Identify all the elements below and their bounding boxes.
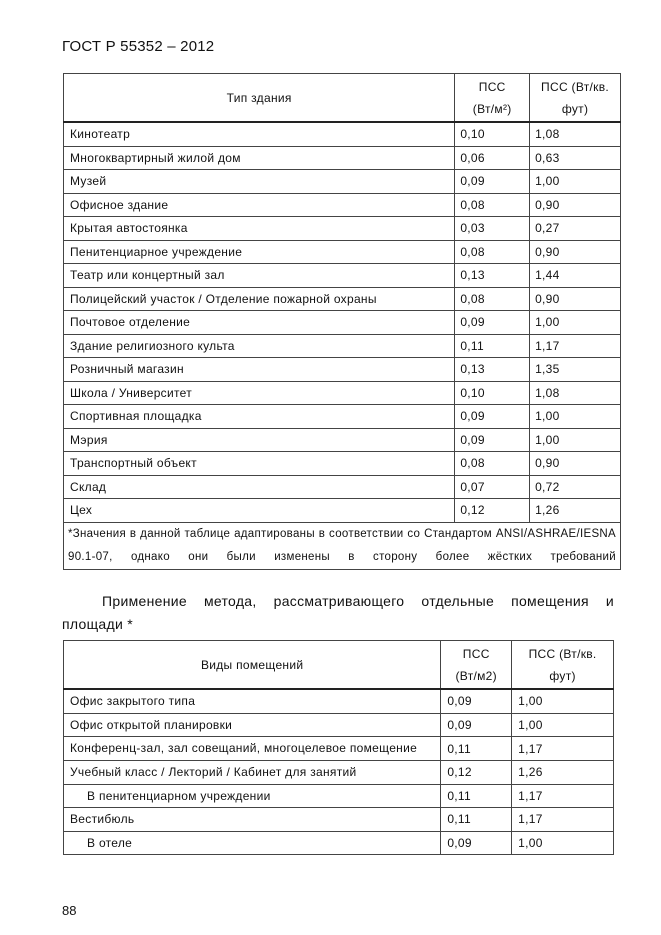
section-paragraph bbox=[62, 590, 614, 636]
table-row bbox=[64, 358, 621, 382]
lpd-w-m2-cell: 0,11 bbox=[441, 808, 512, 832]
table-row bbox=[64, 428, 621, 452]
table-row bbox=[64, 831, 614, 855]
row-name-cell: Школа / Университет bbox=[64, 381, 455, 405]
lpd-w-m2-cell: 0,12 bbox=[441, 761, 512, 785]
lpd-w-m2-cell: 0,13 bbox=[455, 358, 530, 382]
row-name-cell: Офис закрытого типа bbox=[64, 689, 441, 713]
table-row bbox=[64, 405, 621, 429]
row-name-cell: Учебный класс / Лекторий / Кабинет для занятий bbox=[64, 761, 441, 785]
lpd-w-m2-cell: 0,09 bbox=[455, 170, 530, 194]
lpd-w-sqft-cell: 0,90 bbox=[530, 193, 621, 217]
lpd-w-m2-cell: 0,07 bbox=[455, 475, 530, 499]
row-name-cell: Театр или концертный зал bbox=[64, 264, 455, 288]
row-name-cell: Крытая автостоянка bbox=[64, 217, 455, 241]
row-name-cell: Многоквартирный жилой дом bbox=[64, 146, 455, 170]
table-header-row bbox=[64, 74, 621, 123]
row-name-cell: Пенитенциарное учреждение bbox=[64, 240, 455, 264]
lpd-w-m2-cell: 0,12 bbox=[455, 499, 530, 523]
row-name-cell: Склад bbox=[64, 475, 455, 499]
column-header-line: фут) bbox=[549, 668, 576, 683]
column-header-line: ПСС bbox=[478, 79, 506, 94]
column-header-line: (Вт/м2) bbox=[455, 668, 497, 683]
row-name-cell: Мэрия bbox=[64, 428, 455, 452]
table-row bbox=[64, 122, 621, 146]
lpd-w-m2-cell: 0,09 bbox=[441, 713, 512, 737]
column-header-lpd-w-sqft bbox=[530, 74, 621, 123]
table-row bbox=[64, 475, 621, 499]
table-body bbox=[64, 122, 621, 522]
lpd-w-sqft-cell: 0,90 bbox=[530, 240, 621, 264]
lpd-w-m2-cell: 0,09 bbox=[441, 689, 512, 713]
lpd-w-m2-cell: 0,11 bbox=[455, 334, 530, 358]
column-header-lpd-w-sqft bbox=[512, 641, 614, 690]
lpd-w-sqft-cell: 0,27 bbox=[530, 217, 621, 241]
row-name-cell: Офисное здание bbox=[64, 193, 455, 217]
lpd-w-m2-cell: 0,09 bbox=[455, 428, 530, 452]
lpd-w-m2-cell: 0,09 bbox=[441, 831, 512, 855]
space-type-lpd-table bbox=[63, 640, 614, 855]
row-name-cell: Вестибюль bbox=[64, 808, 441, 832]
row-name-cell: Кинотеатр bbox=[64, 122, 455, 146]
table-body bbox=[64, 689, 614, 855]
column-header-line: ПСС (Вт/кв. bbox=[528, 646, 597, 661]
table-row bbox=[64, 287, 621, 311]
column-header-line: (Вт/м²) bbox=[472, 101, 512, 116]
lpd-w-m2-cell: 0,06 bbox=[455, 146, 530, 170]
table-row bbox=[64, 334, 621, 358]
lpd-w-sqft-cell: 1,26 bbox=[530, 499, 621, 523]
row-name-cell: Конференц-зал, зал совещаний, многоцелевое помещение bbox=[64, 737, 441, 761]
table-row bbox=[64, 217, 621, 241]
column-header-building-type: Тип здания bbox=[64, 74, 455, 123]
building-type-lpd-table bbox=[63, 73, 621, 570]
row-name-cell: Музей bbox=[64, 170, 455, 194]
lpd-w-sqft-cell: 1,00 bbox=[530, 405, 621, 429]
paragraph-line: площади * bbox=[62, 616, 134, 632]
table-row bbox=[64, 713, 614, 737]
lpd-w-sqft-cell: 1,00 bbox=[530, 428, 621, 452]
lpd-w-sqft-cell: 1,17 bbox=[512, 784, 614, 808]
table-header-row bbox=[64, 641, 614, 690]
table-row bbox=[64, 311, 621, 335]
column-header-line: ПСС (Вт/кв. bbox=[541, 79, 610, 94]
table-row bbox=[64, 689, 614, 713]
table-row bbox=[64, 808, 614, 832]
table-row bbox=[64, 499, 621, 523]
lpd-w-sqft-cell: 1,08 bbox=[530, 122, 621, 146]
lpd-w-m2-cell: 0,08 bbox=[455, 240, 530, 264]
lpd-w-sqft-cell: 1,00 bbox=[512, 831, 614, 855]
row-name-cell: Здание религиозного культа bbox=[64, 334, 455, 358]
table-row bbox=[64, 737, 614, 761]
lpd-w-m2-cell: 0,11 bbox=[441, 784, 512, 808]
table-footnote-row bbox=[64, 522, 621, 569]
column-header-space-type: Виды помещений bbox=[64, 641, 441, 690]
lpd-w-sqft-cell: 0,72 bbox=[530, 475, 621, 499]
lpd-w-sqft-cell: 1,17 bbox=[530, 334, 621, 358]
lpd-w-sqft-cell: 1,00 bbox=[530, 170, 621, 194]
table-row bbox=[64, 784, 614, 808]
row-name-cell: В отеле bbox=[64, 831, 441, 855]
table-row bbox=[64, 381, 621, 405]
lpd-w-m2-cell: 0,03 bbox=[455, 217, 530, 241]
lpd-w-sqft-cell: 1,17 bbox=[512, 808, 614, 832]
lpd-w-sqft-cell: 1,35 bbox=[530, 358, 621, 382]
row-name-cell: Цех bbox=[64, 499, 455, 523]
lpd-w-m2-cell: 0,13 bbox=[455, 264, 530, 288]
lpd-w-m2-cell: 0,08 bbox=[455, 193, 530, 217]
column-header-lpd-w-m2 bbox=[455, 74, 530, 123]
table-row bbox=[64, 170, 621, 194]
lpd-w-sqft-cell: 0,63 bbox=[530, 146, 621, 170]
row-name-cell: Полицейский участок / Отделение пожарной охраны bbox=[64, 287, 455, 311]
lpd-w-sqft-cell: 1,17 bbox=[512, 737, 614, 761]
table-row bbox=[64, 452, 621, 476]
row-name-cell: В пенитенциарном учреждении bbox=[64, 784, 441, 808]
column-header-line: фут) bbox=[561, 101, 589, 116]
page-number: 88 bbox=[62, 903, 77, 918]
lpd-w-sqft-cell: 1,00 bbox=[530, 311, 621, 335]
column-header-lpd-w-m2 bbox=[441, 641, 512, 690]
lpd-w-sqft-cell: 1,44 bbox=[530, 264, 621, 288]
table-row bbox=[64, 264, 621, 288]
lpd-w-m2-cell: 0,08 bbox=[455, 287, 530, 311]
lpd-w-sqft-cell: 0,90 bbox=[530, 452, 621, 476]
row-name-cell: Транспортный объект bbox=[64, 452, 455, 476]
lpd-w-m2-cell: 0,10 bbox=[455, 122, 530, 146]
table-row bbox=[64, 193, 621, 217]
lpd-w-m2-cell: 0,09 bbox=[455, 405, 530, 429]
lpd-w-sqft-cell: 1,00 bbox=[512, 713, 614, 737]
lpd-w-sqft-cell: 0,90 bbox=[530, 287, 621, 311]
lpd-w-m2-cell: 0,11 bbox=[441, 737, 512, 761]
row-name-cell: Почтовое отделение bbox=[64, 311, 455, 335]
document-header: ГОСТ Р 55352 – 2012 bbox=[62, 38, 215, 55]
lpd-w-sqft-cell: 1,26 bbox=[512, 761, 614, 785]
table-row bbox=[64, 240, 621, 264]
row-name-cell: Спортивная площадка bbox=[64, 405, 455, 429]
lpd-w-m2-cell: 0,08 bbox=[455, 452, 530, 476]
row-name-cell: Офис открытой планировки bbox=[64, 713, 441, 737]
table-footnote: *Значения в данной таблице адаптированы в соответствии со Стандартом ANSI/ASHRAE/IESNA 90.1-07, однако они были изменены в сторону более жёстких требований bbox=[64, 522, 621, 569]
lpd-w-sqft-cell: 1,08 bbox=[530, 381, 621, 405]
lpd-w-m2-cell: 0,10 bbox=[455, 381, 530, 405]
table-row bbox=[64, 146, 621, 170]
paragraph-line: Применение метода, рассматривающего отдельные помещения и bbox=[102, 593, 614, 609]
row-name-cell: Розничный магазин bbox=[64, 358, 455, 382]
column-header-line: ПСС bbox=[462, 646, 490, 661]
lpd-w-m2-cell: 0,09 bbox=[455, 311, 530, 335]
table-row bbox=[64, 761, 614, 785]
lpd-w-sqft-cell: 1,00 bbox=[512, 689, 614, 713]
